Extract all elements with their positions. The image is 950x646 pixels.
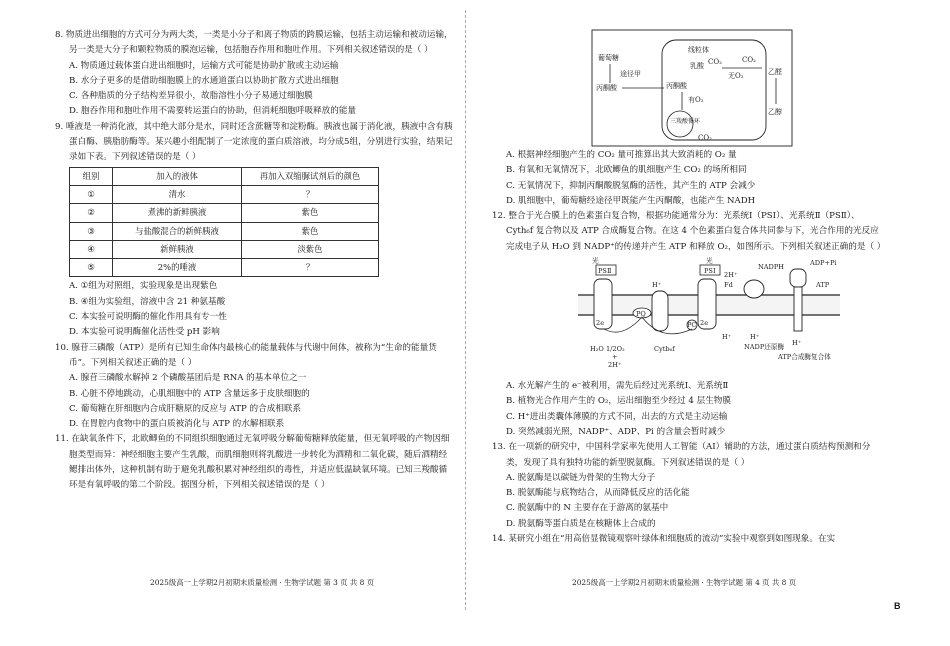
glucose-label: 葡萄糖 [598,54,619,62]
q9-option-d: D. 本实验可说明酶催化活性受 pH 影响 [69,327,220,338]
table-cell: 淡紫色 [242,240,379,258]
table-row [70,204,379,222]
atp-synthase-stalk [794,287,802,331]
pyruvate-outer-label: 丙酮酸 [596,84,617,92]
nadp-reductase-label: NADP还原酶 [744,343,785,352]
mitochondrion-outline [662,40,766,140]
proton-label: H⁺ [652,281,662,290]
q11-option-a: A. 根据神经细胞产生的 CO₂ 量可推算出其大致消耗的 O₂ 量 [506,150,737,160]
q10-option-b: B. 心脏不停地跳动，心肌细胞中的 ATP 含量远多于皮肤细胞的 [69,388,310,399]
acetaldehyde-label: 乙醛 [768,68,782,76]
page-divider [465,10,466,610]
table-row [70,185,379,203]
table-cell: 清水 [113,185,242,203]
light-label: 光 [706,257,713,266]
atp-label: ATP [816,281,830,290]
light-label: 光 [592,257,599,266]
table-cell: ？ [242,259,379,277]
q13-option-b: B. 脱氨酶能与底物结合，从而降低反应的活化能 [506,488,690,499]
no-oxygen-label: 无O₂ [728,72,744,80]
q13-stem: 13. 在一项新的研究中，中国科学家率先使用人工智能（AI）辅助的方法，通过蛋白质结构预测和分类，发现了具有独特功能的新型脱氨酶。下列叙述错误的是（ ） [492,442,871,468]
oxygen-label: 有O₂ [688,96,704,104]
table-cell: 与盐酸混合的新鲜胰液 [113,222,242,240]
q11-option-d: D. 肌细胞中，葡萄糖经途径甲既能产生丙酮酸，也能产生 NADH [506,195,756,206]
table-cell: ② [70,204,113,222]
table-cell: 新鲜胰液 [113,240,242,258]
q11-option-c: C. 无氧情况下，抑制丙酮酸脱氢酶的活性，其产生的 ATP 会减少 [506,180,756,191]
q10-option-c: C. 葡萄糖在肝细胞内合成肝糖原的反应与 ATP 的合成相联系 [69,403,302,414]
table-cell: 紫色 [242,204,379,222]
tca-label: 三羧酸循环 [670,118,701,125]
q12-option-c: C. H⁺进出类囊体薄膜的方式不同，出去的方式是主动运输 [506,411,728,422]
table-cell: 煮沸的新鲜胰液 [113,204,242,222]
mitochondrion-label: 线粒体 [688,46,709,54]
q11-stem: 11. 在缺氧条件下，北欧鲫鱼的不同组织细胞通过无氧呼吸分解葡萄糖释放能量，但无氧呼吸的产物因细胞类型而异：神经细胞主要产生乳酸，而肌细胞则将乳酸进一步转化为酒精和二氧化碳，随后酒精经鳃排出体外，这种机制有助于避免乳酸积累对神经组织的毒性，并适应低温缺氧环境。已知三羧酸循环是有氧呼吸的第二个阶段。据图分析，下列相关叙述错误的是（ ） [55,434,450,491]
co2-a-label: CO₂ [708,58,722,66]
co2-b-label: CO₂ [698,134,712,142]
respiration-diagram [492,28,884,148]
e-label: 2e [700,319,709,328]
ethanol-label: 乙醇 [768,108,782,116]
table-header: 加入的液体 [113,167,242,185]
q10-option-a: A. 腺苷三磷酸水解掉 2 个磷酸基团后是 RNA 的基本单位之一 [69,373,307,384]
lactate-label: 乳酸 [690,62,704,70]
table-cell: ① [70,185,113,203]
q13-option-a: A. 脱氨酶是以碳链为骨架的生物大分子 [506,472,656,483]
proton-label: H⁺ [722,333,732,342]
thylakoid-diagram [492,255,884,379]
proton-nadp-label: 2H⁺ [724,271,738,280]
pq-label: PQ [636,310,646,319]
oxygen-label: 1/2O₂ [606,345,625,354]
left-footer: 2025级高一上学期2月初期末质量检测 · 生物学试题 第 3 页 共 8 页 [150,578,375,587]
q9-option-b: B. ④组为实验组，溶液中含 21 种氨基酸 [69,296,226,307]
table-row [70,259,379,277]
table-header: 再加入双缩脲试剂后的颜色 [242,167,379,185]
q14-stem: 14. 某研究小组在“用高倍显微镜观察叶绿体和细胞质的流动”实验中观察到如图现象。在实 [492,534,836,545]
q8-stem: 8. 物质进出细胞的方式可分为两大类，一类是小分子和离子物质的跨膜运输，包括主动运输和被动运输，另一类是大分子和颗粒物质的膜泡运输，包括胞吞作用和胞吐作用。下列相关叙述错误的是（ ） [55,30,453,56]
right-page [492,28,884,547]
table-row [70,240,379,258]
table-header: 组别 [70,167,113,185]
q12-option-d: D. 突然减弱光照，NADP⁺、ADP、Pi 的含量会暂时减少 [506,426,726,437]
q12-option-b: B. 植物光合作用产生的 O₂，运出细胞至少经过 4 层生物膜 [506,396,731,407]
q11-option-b: B. 有氧和无氧情况下，北欧鲫鱼的肌细胞产生 CO₂ 的场所相同 [506,165,747,176]
page-letter: B [894,601,901,611]
q10-option-d: D. 在胃腔内食物中的蛋白质被消化与 ATP 的水解相联系 [69,419,285,430]
table-cell: ？ [242,185,379,203]
nadp-reductase [744,280,764,298]
co2-c-label: CO₂ [742,56,756,64]
q9-option-a: A. ①组为对照组，实验现象是出现紫色 [69,281,218,292]
q9-stem: 9. 唾液是一种消化液，其中绝大部分是水，同时还含蔗糖等和淀粉酶。胰液也属于消化液，胰液中含有胰蛋白酶、胰脂肪酶等。某兴趣小组配制了一定浓度的蛋白质溶液，均分成5组，分别进行实验，结果记录如下表。下列叙述错误的是（ ） [55,121,453,163]
table-cell: 紫色 [242,222,379,240]
nadph-label: NADPH [758,263,785,272]
q9-table [69,167,379,278]
psii-label: PSⅡ [598,267,612,276]
pyruvate-inner-label: 丙酮酸 [666,82,687,90]
table-cell: ⑤ [70,259,113,277]
table-cell: ③ [70,222,113,240]
pc-label: PC [687,321,697,330]
table-cell: ④ [70,240,113,258]
cytb6f-complex [652,291,668,331]
q12-option-a: A. 水光解产生的 e⁻被利用，需先后经过光系统Ⅰ、光系统Ⅱ [506,381,729,392]
e-label: 2e [596,319,605,328]
table-row [70,222,379,240]
q9-option-c: C. 本实验可说明酶的催化作用具有专一性 [69,312,227,323]
q8-option-c: C. 各种脂质的分子结构差异很小，故脂溶性小分子易通过细胞膜 [69,91,313,102]
q8-option-d: D. 胞吞作用和胞吐作用不需要转运蛋白的协助，但消耗细胞呼吸释放的能量 [69,106,357,117]
q10-stem: 10. 腺苷三磷酸（ATP）是所有已知生命体内最核心的能量载体与代谢中间体，被称为“生命的能量货币”。下列相关叙述正确的是（ ） [55,342,437,368]
q13-option-d: D. 脱氨酶等蛋白质是在核糖体上合成的 [506,518,656,529]
water-label: H₂O [590,345,604,354]
table-cell: 2%的唾液 [113,259,242,277]
q8-option-b: B. 水分子更多的是借助细胞膜上的水通道蛋白以协助扩散方式进出细胞 [69,75,339,86]
adp-label: ADP+Pi [810,259,837,268]
proton-label: H⁺ [750,333,760,342]
atp-synthase-label: ATP合成酶复合体 [778,353,831,362]
q8-option-a: A. 物质通过载体蛋白进出细胞时，运输方式可能是协助扩散或主动运输 [69,60,339,71]
left-page [55,28,455,494]
q12-stem: 12. 整合于光合膜上的色素蛋白复合物，根据功能通常分为：光系统Ⅰ（PSⅠ）、光系统Ⅱ（PSⅡ）、Cyth₆f 复合物以及 ATP 合成酶复合物。在这 4 个色素蛋白复合体共同参与下，光合作用的光反应完成电子从 H₂O 到 NADP⁺的传递并产生 ATP 和释放 O₂，如图所示。下列相关叙述正确的是（ ） [492,211,886,252]
psi-label: PSⅠ [704,267,716,276]
cytb6f-label: Cytb₆f [654,345,675,354]
protons-label: 2H⁺ [608,361,622,370]
plus-label: + [612,353,618,362]
pathway-a-label: 途径甲 [620,70,641,78]
fd-label: Fd [724,281,733,290]
proton-label: H⁺ [792,339,802,348]
atp-synthase-head [790,269,806,287]
right-footer: 2025级高一上学期2月初期末质量检测 · 生物学试题 第 4 页 共 8 页 [572,578,797,587]
q13-option-c: C. 脱氨酶中的 N 主要存在于游离的氨基中 [506,503,669,514]
